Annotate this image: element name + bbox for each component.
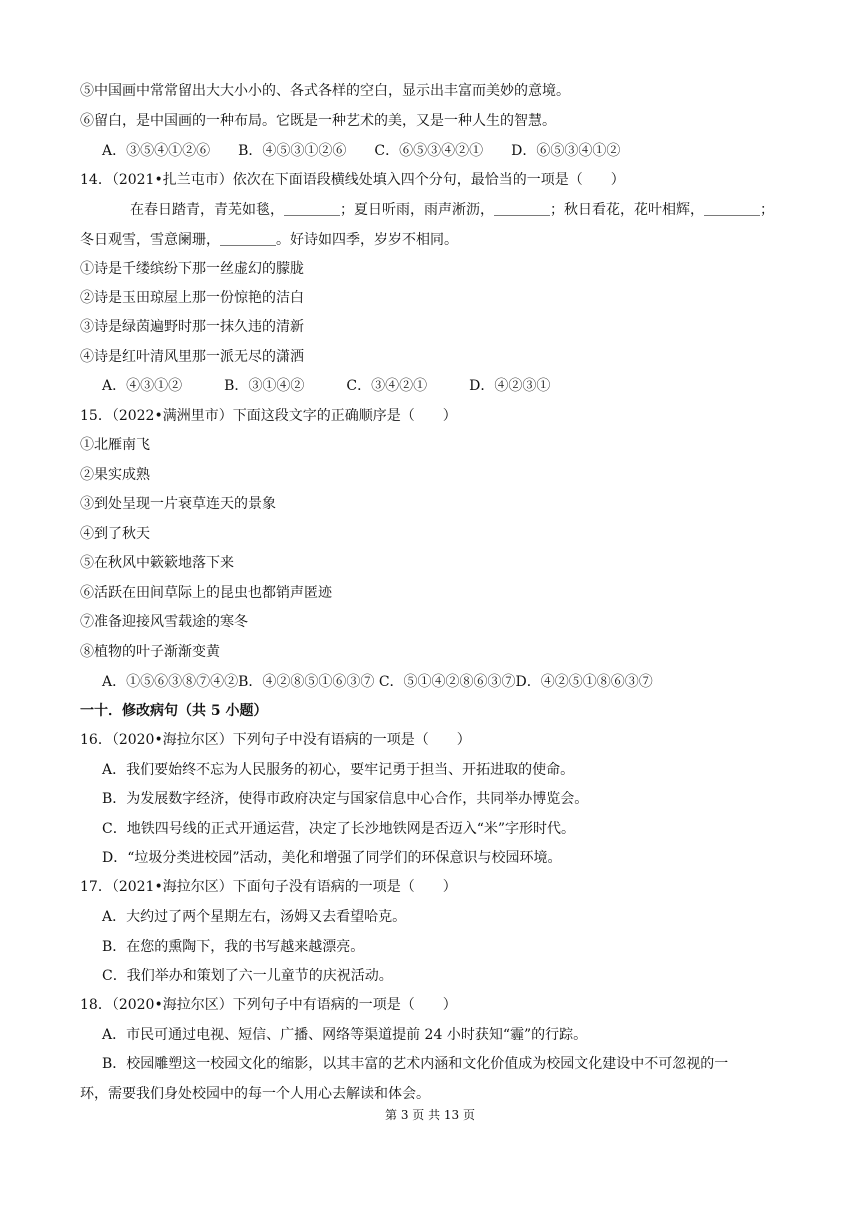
q16-stem: 16．（2020•海拉尔区）下列句子中没有语病的一项是（ ）: [80, 732, 471, 748]
q17-option-c: C．我们举办和策划了六一儿童节的庆祝活动。: [102, 968, 393, 984]
q16-option-a: A．我们要始终不忘为人民服务的初心，要牢记勇于担当、开拓进取的使命。: [102, 762, 575, 778]
q15-item-4: ④到了秋天: [80, 526, 150, 542]
q15-stem: 15．（2022•满洲里市）下面这段文字的正确顺序是（ ）: [80, 408, 457, 424]
q14-passage-line-2: 冬日观雪，雪意阑珊，＿＿＿＿。好诗如四季，岁岁不相同。: [80, 232, 458, 248]
q17-option-b: B．在您的熏陶下，我的书写越来越漂亮。: [102, 939, 365, 955]
q14-options: A．④③①② B．③①④② C．③④②① D．④②③①: [102, 378, 551, 394]
q17-stem: 17．（2021•海拉尔区）下面句子没有语病的一项是（ ）: [80, 879, 457, 895]
q14-item-1: ①诗是千缕缤纷下那一丝虚幻的朦胧: [80, 261, 304, 277]
q17-option-a: A．大约过了两个星期左右，汤姆又去看望哈克。: [102, 909, 407, 925]
q14-stem: 14．（2021•扎兰屯市）依次在下面语段横线处填入四个分句，最恰当的一项是（ ）: [80, 172, 625, 188]
q13-item-6: ⑥留白，是中国画的一种布局。它既是一种艺术的美，又是一种人生的智慧。: [80, 113, 556, 129]
q16-option-d: D．“垃圾分类进校园”活动，美化和增强了同学们的环保意识与校园环境。: [102, 850, 562, 866]
q15-options: A．①⑤⑥③⑧⑦④②B．④②⑧⑤①⑥③⑦ C．⑤①④②⑧⑥③⑦D．④②⑤①⑧⑥③⑦: [102, 674, 653, 690]
q15-item-7: ⑦准备迎接风雪载途的寒冬: [80, 614, 248, 630]
q18-stem: 18．（2020•海拉尔区）下列句子中有语病的一项是（ ）: [80, 997, 457, 1013]
q15-item-6: ⑥活跃在田间草际上的昆虫也都销声匿迹: [80, 585, 332, 601]
q13-options: A．③⑤④①②⑥ B．④⑤③①②⑥ C．⑥⑤③④②① D．⑥⑤③④①②: [102, 143, 621, 159]
q14-item-3: ③诗是绿茵遍野时那一抹久违的清新: [80, 319, 304, 335]
q14-item-2: ②诗是玉田琼屋上那一份惊艳的洁白: [80, 290, 304, 306]
q15-item-3: ③到处呈现一片衰草连天的景象: [80, 496, 276, 512]
q16-option-b: B．为发展数字经济，使得市政府决定与国家信息中心合作，共同举办博览会。: [102, 791, 589, 807]
q15-item-8: ⑧植物的叶子渐渐变黄: [80, 644, 220, 660]
q15-item-5: ⑤在秋风中簌簌地落下来: [80, 555, 234, 571]
section-heading: 一十．修改病句（共 5 小题）: [80, 703, 268, 719]
q13-item-5: ⑤中国画中常常留出大大小小的、各式各样的空白，显示出丰富而美妙的意境。: [80, 83, 570, 99]
q14-item-4: ④诗是红叶清风里那一派无尽的潇洒: [80, 349, 304, 365]
page-footer: 第 3 页 共 13 页: [385, 1108, 475, 1122]
q16-option-c: C．地铁四号线的正式开通运营，决定了长沙地铁网是否迈入“米”字形时代。: [102, 821, 576, 837]
q15-item-2: ②果实成熟: [80, 467, 150, 483]
q18-option-a: A．市民可通过电视、短信、广播、网络等渠道提前 24 小时获知“霾”的行踪。: [102, 1027, 588, 1043]
q18-option-b-line-2: 环，需要我们身处校园中的每一个人用心去解读和体会。: [80, 1086, 430, 1102]
q15-item-1: ①北雁南飞: [80, 437, 150, 453]
q18-option-b-line-1: B．校园雕塑这一校园文化的缩影，以其丰富的艺术内涵和文化价值成为校园文化建设中不可忽视的一: [102, 1056, 729, 1072]
q14-passage-line-1: 在春日踏青，青芜如毯，＿＿＿＿；夏日听雨，雨声淅沥，＿＿＿＿；秋日看花，花叶相辉，＿＿＿＿；: [130, 202, 774, 218]
